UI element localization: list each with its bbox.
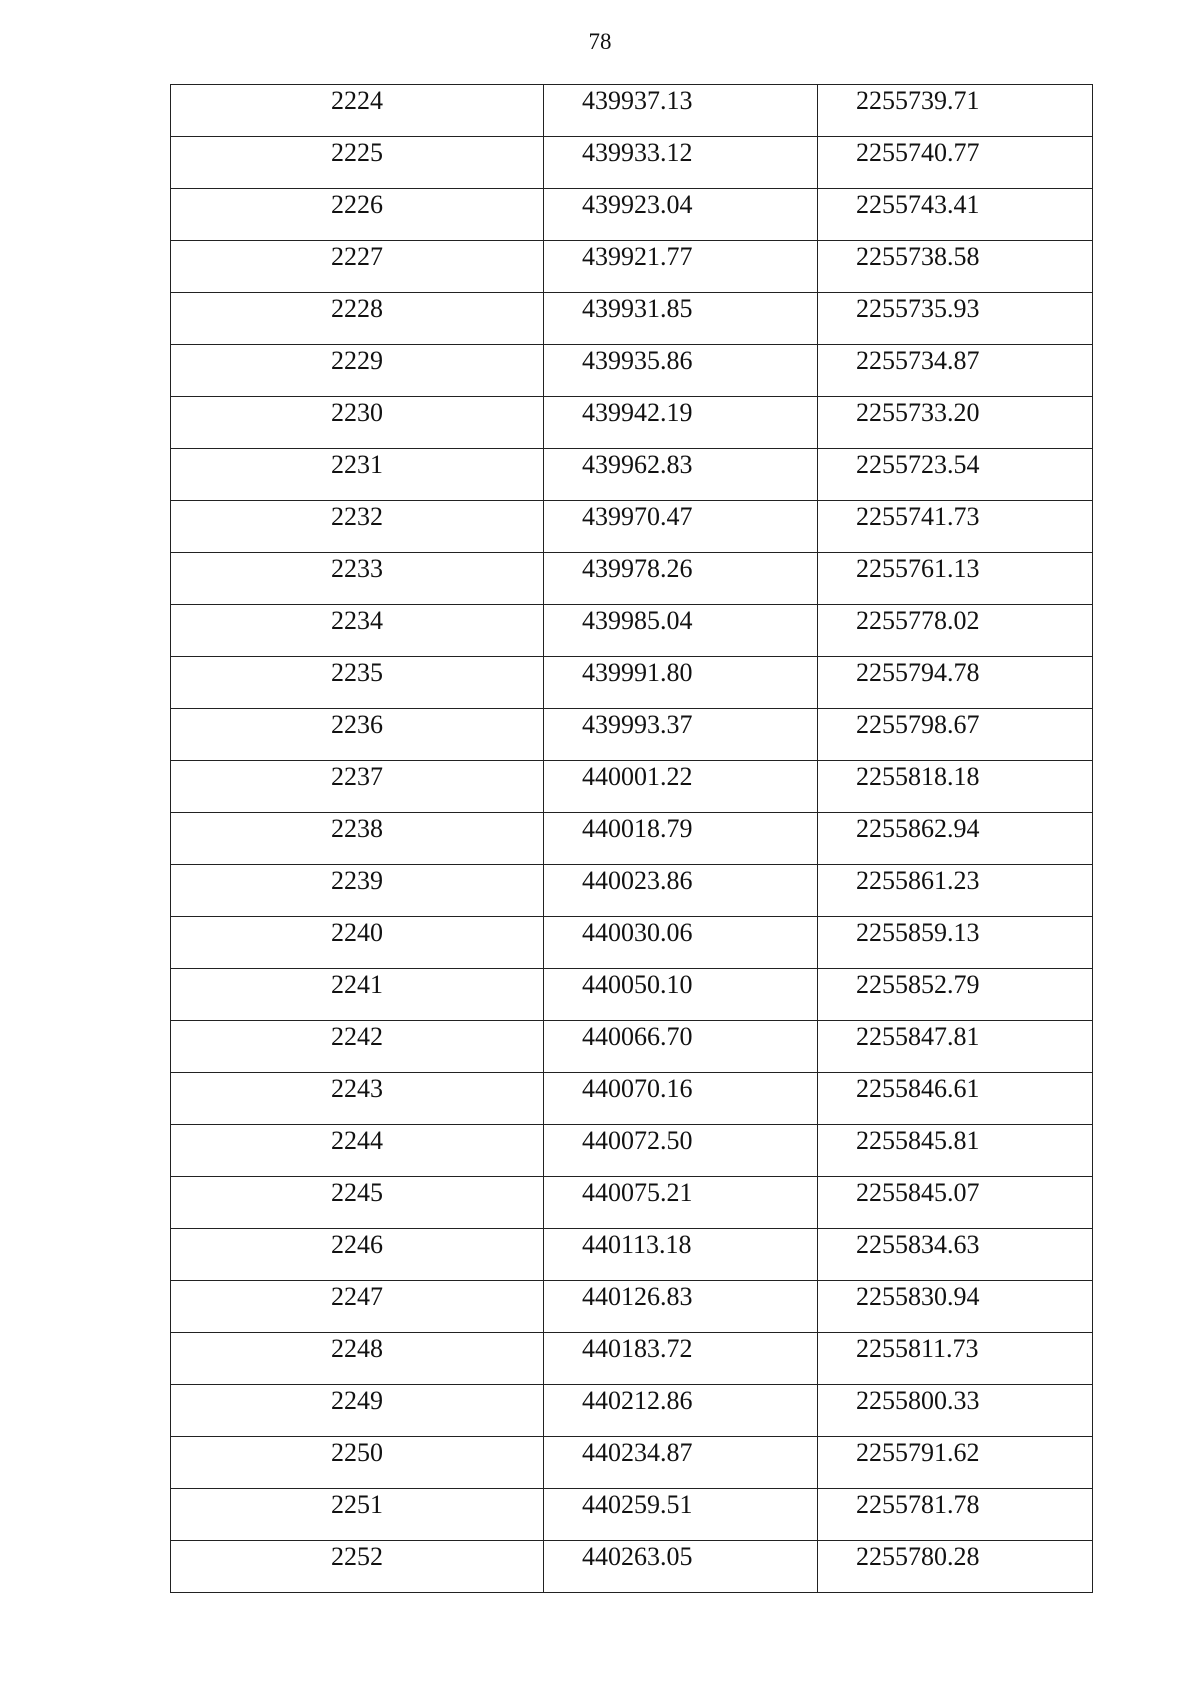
point-number-cell: 2224	[171, 85, 544, 137]
x-coordinate-cell: 439985.04	[544, 605, 818, 657]
y-coordinate-cell: 2255834.63	[818, 1229, 1093, 1281]
x-coordinate-cell: 440126.83	[544, 1281, 818, 1333]
table-row	[171, 1541, 1093, 1593]
point-number-cell: 2252	[171, 1541, 544, 1593]
point-number-cell: 2236	[171, 709, 544, 761]
y-coordinate-cell: 2255845.07	[818, 1177, 1093, 1229]
table-row	[171, 969, 1093, 1021]
x-coordinate-cell: 439991.80	[544, 657, 818, 709]
table-row	[171, 1333, 1093, 1385]
table-row	[171, 241, 1093, 293]
table-row	[171, 657, 1093, 709]
point-number-cell: 2232	[171, 501, 544, 553]
x-coordinate-cell: 440263.05	[544, 1541, 818, 1593]
table-row	[171, 1177, 1093, 1229]
point-number-cell: 2238	[171, 813, 544, 865]
point-number-cell: 2246	[171, 1229, 544, 1281]
x-coordinate-cell: 439921.77	[544, 241, 818, 293]
point-number-cell: 2239	[171, 865, 544, 917]
table-row	[171, 553, 1093, 605]
point-number-cell: 2227	[171, 241, 544, 293]
y-coordinate-cell: 2255800.33	[818, 1385, 1093, 1437]
y-coordinate-cell: 2255845.81	[818, 1125, 1093, 1177]
table-row	[171, 605, 1093, 657]
coordinate-table	[170, 84, 1093, 1593]
y-coordinate-cell: 2255778.02	[818, 605, 1093, 657]
table-row	[171, 397, 1093, 449]
x-coordinate-cell: 440066.70	[544, 1021, 818, 1073]
y-coordinate-cell: 2255798.67	[818, 709, 1093, 761]
y-coordinate-cell: 2255861.23	[818, 865, 1093, 917]
x-coordinate-cell: 440075.21	[544, 1177, 818, 1229]
point-number-cell: 2250	[171, 1437, 544, 1489]
x-coordinate-cell: 439942.19	[544, 397, 818, 449]
point-number-cell: 2229	[171, 345, 544, 397]
point-number-cell: 2230	[171, 397, 544, 449]
point-number-cell: 2226	[171, 189, 544, 241]
point-number-cell: 2233	[171, 553, 544, 605]
point-number-cell: 2234	[171, 605, 544, 657]
point-number-cell: 2231	[171, 449, 544, 501]
x-coordinate-cell: 439962.83	[544, 449, 818, 501]
table-row	[171, 761, 1093, 813]
point-number-cell: 2225	[171, 137, 544, 189]
x-coordinate-cell: 440183.72	[544, 1333, 818, 1385]
x-coordinate-cell: 439923.04	[544, 189, 818, 241]
x-coordinate-cell: 440234.87	[544, 1437, 818, 1489]
y-coordinate-cell: 2255811.73	[818, 1333, 1093, 1385]
point-number-cell: 2247	[171, 1281, 544, 1333]
table-row	[171, 917, 1093, 969]
table-row	[171, 1281, 1093, 1333]
table-row	[171, 1385, 1093, 1437]
x-coordinate-cell: 439937.13	[544, 85, 818, 137]
point-number-cell: 2241	[171, 969, 544, 1021]
point-number-cell: 2251	[171, 1489, 544, 1541]
x-coordinate-cell: 440001.22	[544, 761, 818, 813]
table-row	[171, 137, 1093, 189]
x-coordinate-cell: 440212.86	[544, 1385, 818, 1437]
y-coordinate-cell: 2255780.28	[818, 1541, 1093, 1593]
y-coordinate-cell: 2255740.77	[818, 137, 1093, 189]
table-row	[171, 293, 1093, 345]
table-row	[171, 865, 1093, 917]
point-number-cell: 2228	[171, 293, 544, 345]
y-coordinate-cell: 2255852.79	[818, 969, 1093, 1021]
point-number-cell: 2245	[171, 1177, 544, 1229]
table-row	[171, 709, 1093, 761]
table-row	[171, 1073, 1093, 1125]
y-coordinate-cell: 2255743.41	[818, 189, 1093, 241]
x-coordinate-cell: 440113.18	[544, 1229, 818, 1281]
x-coordinate-cell: 440050.10	[544, 969, 818, 1021]
y-coordinate-cell: 2255741.73	[818, 501, 1093, 553]
page-number: 78	[588, 29, 612, 54]
x-coordinate-cell: 439970.47	[544, 501, 818, 553]
table-row	[171, 85, 1093, 137]
y-coordinate-cell: 2255733.20	[818, 397, 1093, 449]
x-coordinate-cell: 439933.12	[544, 137, 818, 189]
x-coordinate-cell: 440070.16	[544, 1073, 818, 1125]
point-number-cell: 2235	[171, 657, 544, 709]
table-row	[171, 189, 1093, 241]
table-row	[171, 813, 1093, 865]
x-coordinate-cell: 439935.86	[544, 345, 818, 397]
y-coordinate-cell: 2255735.93	[818, 293, 1093, 345]
y-coordinate-cell: 2255723.54	[818, 449, 1093, 501]
point-number-cell: 2243	[171, 1073, 544, 1125]
table-row	[171, 1437, 1093, 1489]
y-coordinate-cell: 2255818.18	[818, 761, 1093, 813]
x-coordinate-cell: 440072.50	[544, 1125, 818, 1177]
y-coordinate-cell: 2255859.13	[818, 917, 1093, 969]
y-coordinate-cell: 2255781.78	[818, 1489, 1093, 1541]
x-coordinate-cell: 440259.51	[544, 1489, 818, 1541]
table-row	[171, 449, 1093, 501]
table-row	[171, 1021, 1093, 1073]
point-number-cell: 2240	[171, 917, 544, 969]
x-coordinate-cell: 440023.86	[544, 865, 818, 917]
y-coordinate-cell: 2255791.62	[818, 1437, 1093, 1489]
y-coordinate-cell: 2255734.87	[818, 345, 1093, 397]
y-coordinate-cell: 2255739.71	[818, 85, 1093, 137]
coordinate-table-body	[171, 85, 1093, 1593]
x-coordinate-cell: 439978.26	[544, 553, 818, 605]
x-coordinate-cell: 440018.79	[544, 813, 818, 865]
table-row	[171, 1489, 1093, 1541]
table-row	[171, 1229, 1093, 1281]
y-coordinate-cell: 2255794.78	[818, 657, 1093, 709]
table-row	[171, 1125, 1093, 1177]
y-coordinate-cell: 2255862.94	[818, 813, 1093, 865]
point-number-cell: 2248	[171, 1333, 544, 1385]
table-row	[171, 501, 1093, 553]
point-number-cell: 2242	[171, 1021, 544, 1073]
y-coordinate-cell: 2255830.94	[818, 1281, 1093, 1333]
y-coordinate-cell: 2255847.81	[818, 1021, 1093, 1073]
point-number-cell: 2237	[171, 761, 544, 813]
table-row	[171, 345, 1093, 397]
x-coordinate-cell: 440030.06	[544, 917, 818, 969]
y-coordinate-cell: 2255738.58	[818, 241, 1093, 293]
point-number-cell: 2249	[171, 1385, 544, 1437]
y-coordinate-cell: 2255761.13	[818, 553, 1093, 605]
y-coordinate-cell: 2255846.61	[818, 1073, 1093, 1125]
x-coordinate-cell: 439931.85	[544, 293, 818, 345]
x-coordinate-cell: 439993.37	[544, 709, 818, 761]
point-number-cell: 2244	[171, 1125, 544, 1177]
